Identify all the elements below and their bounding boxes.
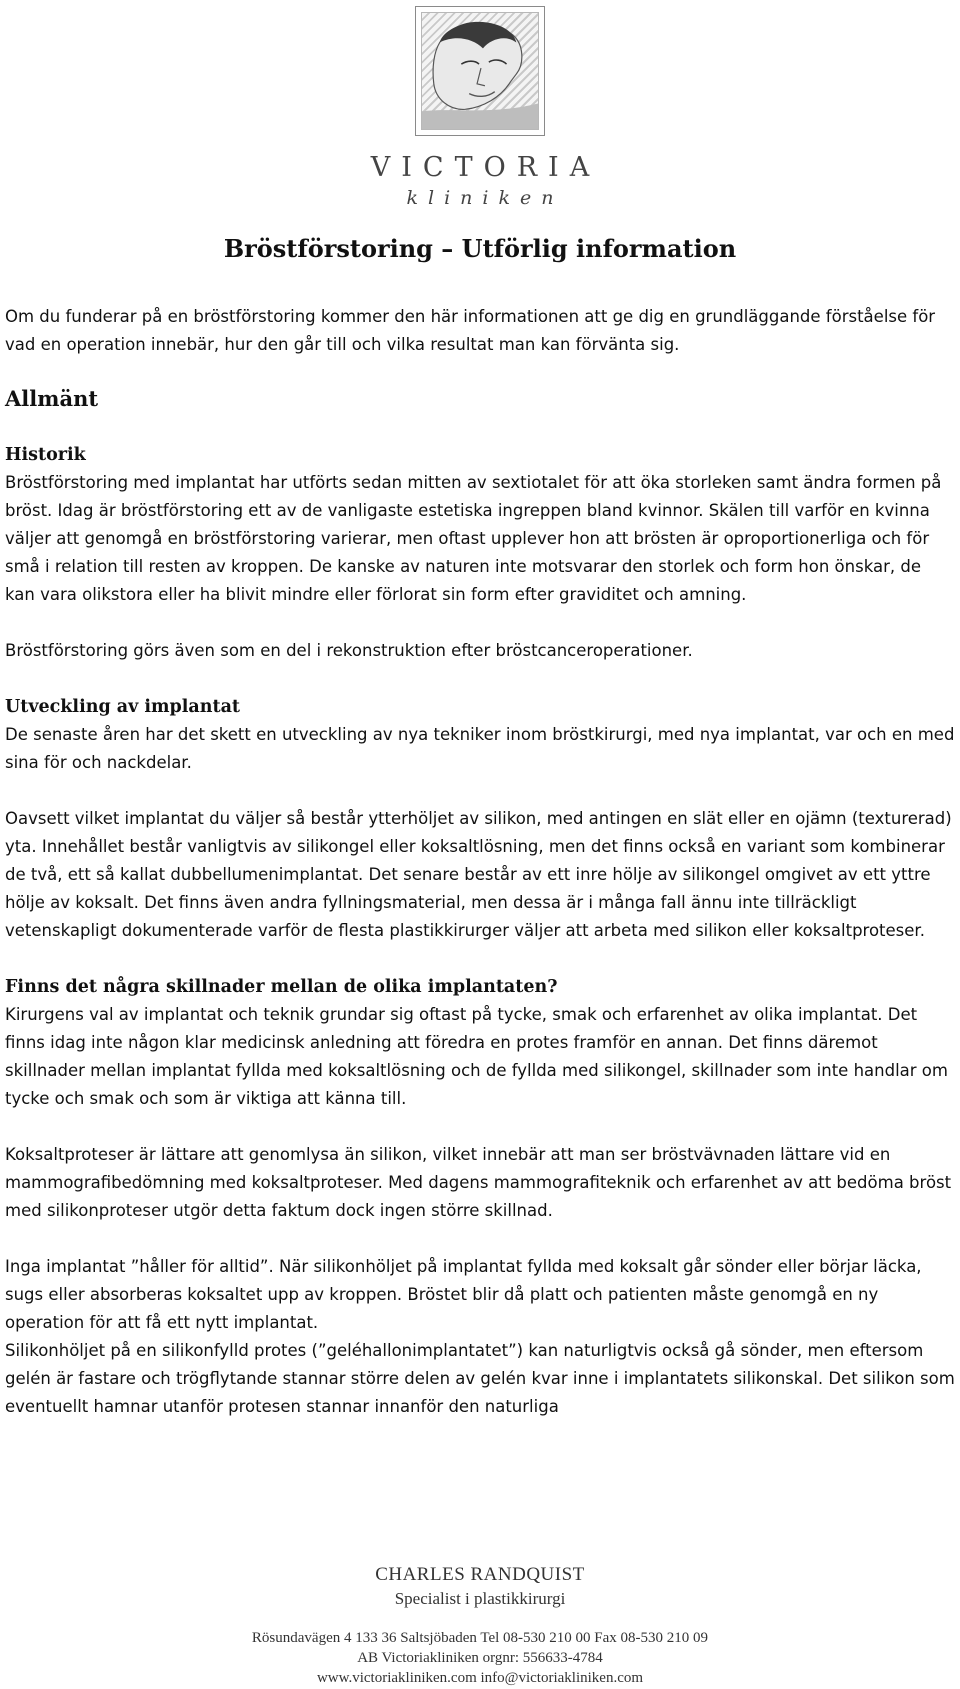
footer-doctor-name: CHARLES RANDQUIST <box>375 1564 585 1585</box>
subheading-development: Utveckling av implantat <box>5 697 240 717</box>
development-paragraph-1: De senaste åren har det skett en utveckling av nya tekniker inom bröstkirurgi, med nya implantat, var och en med sina för och nackdelar. <box>5 725 955 772</box>
footer-address: Rösundavägen 4 133 36 Saltsjöbaden Tel 08-530 210 00 Fax 08-530 210 09 <box>251 1630 709 1646</box>
footer-web-email: www.victoriakliniken.com info@victoriakliniken.com <box>316 1670 644 1686</box>
brand-name: VICTORIA <box>370 152 601 183</box>
history-paragraph-1: Bröstförstoring med implantat har utförts sedan mitten av sextiotalet för att öka storleken samt ändra formen på bröst. Idag är bröstförstoring ett av de vanligaste estetiska ingreppen bland kvinnor. Skälen till varför en kvinna väljer att genomgå en bröstförstoring varierar, men oftast upplever hon att brösten är oproportionerliga och för små i relation till resten av kroppen. De kanske av naturen inte motsvarar den storlek och form hon önskar, de kan vara olikstora eller ha blivit mindre eller förlorat sin form efter graviditet och amning. <box>5 473 942 604</box>
clinic-logo <box>415 6 545 136</box>
differences-paragraph-4: Silikonhöljet på en silikonfylld protes (”geléhallonimplantatet”) kan naturligtvis också gå sönder, men eftersom gelén är fastare och trögflytande stannar större delen av gelén kvar inne i implantatets silikonskal. Det silikon som eventuellt hamnar utanför protesen stannar innanför den naturliga <box>5 1341 955 1416</box>
document-body <box>5 303 955 1421</box>
brand-subtitle: kliniken <box>406 187 564 209</box>
footer-doctor-title: Specialist i plastikkirurgi <box>394 1589 566 1608</box>
subheading-differences: Finns det några skillnader mellan de olika implantaten? <box>5 977 558 997</box>
footer-org-number: AB Victoriakliniken orgnr: 556633-4784 <box>357 1650 603 1666</box>
differences-paragraph-2: Koksaltproteser är lättare att genomlysa än silikon, vilket innebär att man ser bröstvävnaden lättare vid en mammografibedömning med koksaltproteser. Med dagens mammografiteknik och erfarenhet av att bedöma bröst med silikonproteser utgör detta faktum dock ingen större skillnad. <box>5 1145 952 1220</box>
intro-paragraph: Om du funderar på en bröstförstoring kommer den här informationen att ge dig en grundläggande förståelse för vad en operation innebär, hur den går till och vilka resultat man kan förvänta sig. <box>5 307 936 354</box>
section-heading-general: Allmänt <box>5 386 99 411</box>
page-title: Bröstförstoring – Utförlig information <box>223 234 737 263</box>
differences-paragraph-1: Kirurgens val av implantat och teknik grundar sig oftast på tycke, smak och erfarenhet av olika implantat. Det finns idag inte någon klar medicinsk anledning att föredra en protes framför en annan. Det finns däremot skillnader mellan implantat fyllda med koksaltlösning och de fyllda med silikongel, skillnader som inte handlar om tycke och smak och som är viktiga att känna till. <box>5 1005 948 1108</box>
logo-portrait-image <box>421 12 539 130</box>
development-paragraph-2: Oavsett vilket implantat du väljer så består ytterhöljet av silikon, med antingen en slät eller en ojämn (texturerad) yta. Innehållet består vanligtvis av silikongel eller koksaltlösning, men det finns också en variant som kombinerar de två, ett så kallat dubbellumenimplantat. Det senare består av ett inre hölje av silikongel omgivet av ett yttre hölje av koksalt. Det finns även andra fyllningsmaterial, men dessa är i många fall ännu inte tillräckligt vetenskapligt dokumenterade varför de flesta plastikkirurger väljer att arbeta med silikon eller koksaltproteser. <box>5 809 952 940</box>
history-paragraph-2: Bröstförstoring görs även som en del i rekonstruktion efter bröstcanceroperationer. <box>5 641 693 660</box>
subheading-history: Historik <box>5 445 86 465</box>
differences-paragraph-3: Inga implantat ”håller för alltid”. När silikonhöljet på implantat fyllda med koksalt går sönder eller börjar läcka, sugs eller absorberas koksaltet upp av kroppen. Bröstet blir då platt och patienten måste genomgå en ny operation för att få ett nytt implantat. <box>5 1257 922 1332</box>
